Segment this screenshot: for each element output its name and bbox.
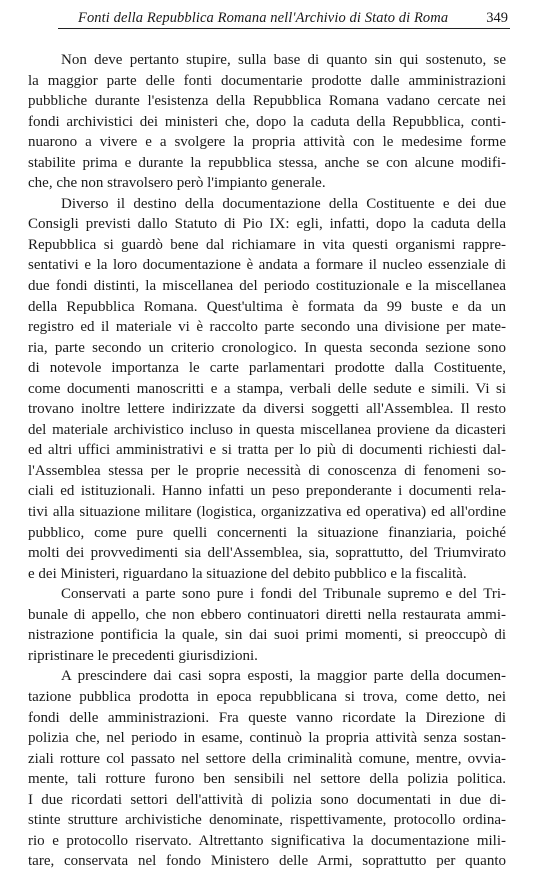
text-line: rio e protocollo riservato. Altrettanto significativa la documentazione mili- [28, 832, 506, 849]
text-line: della Repubblica Romana. Quest'ultima è formata da 99 buste e da un [28, 298, 506, 315]
text-line: Diverso il destino della documentazione della Costituente e dei due [61, 195, 506, 212]
text-line: ria, parte secondo un criterio cronologico. In questa seconda sezione sono [28, 339, 506, 356]
text-line: nuarono a vivere e a svolgere la propria attività con le medesime forme [28, 134, 506, 151]
text-line: polizia che, nel periodo in esame, continuò la propria attività senza sostan- [28, 730, 506, 747]
text-line: fondi delle amministrazioni. Fra queste vanno ricordate la Direzione di [28, 709, 506, 726]
paragraph-sources-in-ministries [28, 50, 506, 194]
text-line: come documenti manoscritti e a stampa, verbali delle sedute e simili. Vi si [28, 380, 506, 397]
text-line: tivi alla situazione militare (logistica, organizzativa ed operativa) ed all'ordine [28, 504, 506, 521]
text-line: che, che non stravolsero però l'impianto generale. [28, 175, 326, 192]
text-line: bunale di appello, che non ebbero continuatori diretti nella restaurata ammi- [28, 606, 506, 623]
text-line: mente, tali rotture furono ben sensibili nel settore della polizia politica. [28, 771, 506, 788]
text-line: ed altri uffici amministrativi e si tratta per lo più di documenti richiesti dal- [28, 442, 506, 459]
text-line: Repubblica si guardò bene dal richiamare in vita questi organismi rappre- [28, 236, 506, 253]
text-line: nistrazione pontificia la quale, sin dai suoi primi momenti, si preoccupò di [28, 627, 506, 644]
text-line: l'Assemblea stessa per le proprie necessità di conoscenza di fenomeni so- [28, 462, 506, 479]
text-line: A prescindere dai casi sopra esposti, la maggior parte della documen- [61, 668, 506, 685]
text-line: pubblico, come pure quelli concernenti la situazione finanziaria, poiché [28, 524, 506, 541]
text-line: e dei Ministeri, riguardano la situazione del debito pubblico e la fiscalità. [28, 565, 467, 582]
text-line: tare, conservata nel fondo Ministero delle Armi, soprattutto per quanto [28, 853, 506, 870]
text-line: ripristinare le precedenti giurisdizioni. [28, 647, 258, 664]
text-line: tazione pubblica prodotta in epoca repubblicana si trova, come detto, nei [28, 688, 506, 705]
text-line: trovano inoltre lettere indirizzate da diversi soggetti all'Assemblea. Il resto [28, 401, 506, 418]
paragraph-tribunali [28, 584, 506, 666]
text-line: pubbliche durante l'esistenza della Repubblica Romana vadano cercate nei [28, 93, 506, 110]
text-line: fondi archivistici dei ministeri che, dopo la caduta della Repubblica, conti- [28, 113, 506, 130]
paragraph-polizia-armi [28, 666, 506, 871]
text-line: stinte strutture archivistiche denominate, rispettivamente, protocollo ordina- [28, 812, 506, 829]
text-line: I due ricordati settori dell'attività di polizia sono documentati in due di- [28, 791, 506, 808]
text-line: registro ed il materiale vi è raccolto parte secondo una divisione per mate- [28, 319, 506, 336]
text-line: ziali rotture col passato nel settore della criminalità comune, mentre, ovvia- [28, 750, 506, 767]
running-head [58, 8, 510, 29]
text-line: molti dei provvedimenti sia dell'Assemblea, sia, soprattutto, del Triumvirato [28, 545, 506, 562]
text-line: di notevole importanza le carte parlamentari prodotte dalla Costituente, [28, 360, 506, 377]
text-line: stabilite prima e durante la repubblica stessa, anche se con alcune modifi- [28, 154, 506, 171]
text-line: la maggior parte delle fonti documentarie prodotte dalle amministrazioni [28, 72, 506, 89]
running-title: Fonti della Repubblica Romana nell'Archivio di Stato di Roma [78, 10, 449, 26]
paragraph-costituente-miscellanea [28, 194, 506, 584]
text-line: ciali ed istituzionali. Hanno infatti un peso preponderante i documenti rela- [28, 483, 506, 500]
text-line: Non deve pertanto stupire, sulla base di quanto sin qui sostenuto, se [61, 52, 506, 68]
page-number: 349 [486, 10, 508, 26]
text-line: Consigli previsti dallo Statuto di Pio IX: egli, infatti, dopo la caduta della [28, 216, 506, 233]
text-line: del materiale archivistico incluso in questa miscellanea proviene da dicasteri [28, 421, 506, 438]
text-line: due fondi distinti, la miscellanea del periodo costituzionale e la miscellanea [28, 278, 506, 295]
text-line: sentativi e la loro documentazione è andata a formare il nucleo essenziale di [28, 257, 506, 274]
body-text [28, 50, 506, 872]
text-line: Conservati a parte sono pure i fondi del Tribunale supremo e del Tri- [61, 586, 506, 603]
